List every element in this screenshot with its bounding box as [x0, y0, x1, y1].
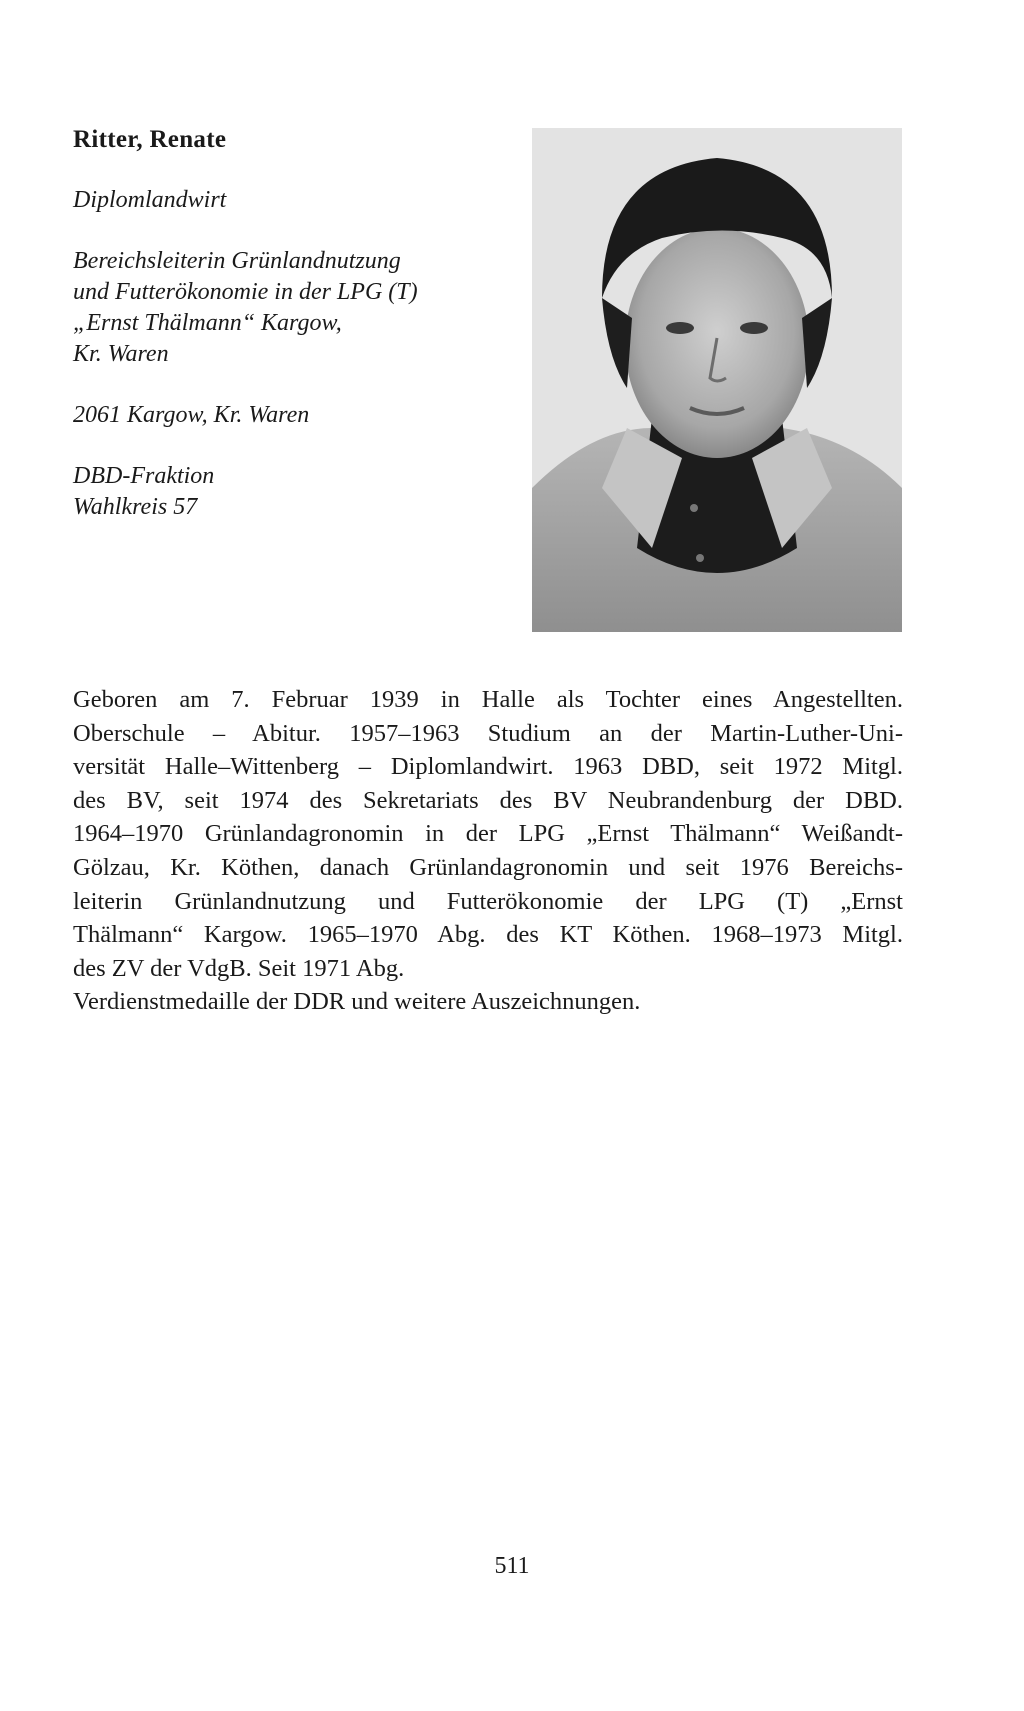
faction-line: DBD-Fraktion	[73, 463, 215, 489]
position-line: Kr. Waren	[73, 341, 169, 367]
entry-address	[73, 400, 493, 431]
position-line: Bereichsleiterin Grünlandnutzung	[73, 248, 401, 274]
bio-line: 1964–1970 Grünlandagronomin in der LPG „Ernst Thälmann“ Weißandt-	[73, 820, 903, 848]
district-line: Wahlkreis 57	[73, 494, 198, 520]
address-line: 2061 Kargow, Kr. Waren	[73, 402, 310, 428]
entry-details	[73, 185, 493, 523]
bio-line: Geboren am 7. Februar 1939 in Halle als Tochter eines Angestellten.	[73, 686, 903, 713]
page-number: 511	[494, 1553, 530, 1579]
bio-line: Verdienstmedaille der DDR und weitere Auszeichnungen.	[73, 988, 641, 1016]
bio-line: des ZV der VdgB. Seit 1971 Abg.	[73, 954, 405, 982]
bio-line: Oberschule – Abitur. 1957–1963 Studium an der Martin-Luther-Uni-	[73, 719, 903, 747]
title-line: Diplomlandwirt	[73, 187, 227, 213]
bio-line: versität Halle–Wittenberg – Diplomlandwirt. 1963 DBD, seit 1972 Mitgl.	[73, 753, 903, 781]
bio-line: des BV, seit 1974 des Sekretariats des BV Neubrandenburg der DBD.	[73, 786, 903, 814]
entry-title	[73, 185, 493, 216]
entry-position	[73, 246, 493, 370]
entry-faction	[73, 461, 493, 523]
entry-name: Ritter, Renate	[73, 126, 227, 153]
portrait-image	[532, 128, 902, 632]
bio-line: Gölzau, Kr. Köthen, danach Grünlandagronomin und seit 1976 Bereichs-	[73, 853, 903, 881]
biography	[73, 683, 903, 1019]
bio-line: Thälmann“ Kargow. 1965–1970 Abg. des KT Köthen. 1968–1973 Mitgl.	[73, 921, 903, 949]
position-line: „Ernst Thälmann“ Kargow,	[73, 310, 342, 336]
position-line: und Futterökonomie in der LPG (T)	[73, 279, 418, 305]
bio-line: leiterin Grünlandnutzung und Futterökonomie der LPG (T) „Ernst	[73, 887, 903, 915]
portrait-photo	[532, 128, 902, 632]
